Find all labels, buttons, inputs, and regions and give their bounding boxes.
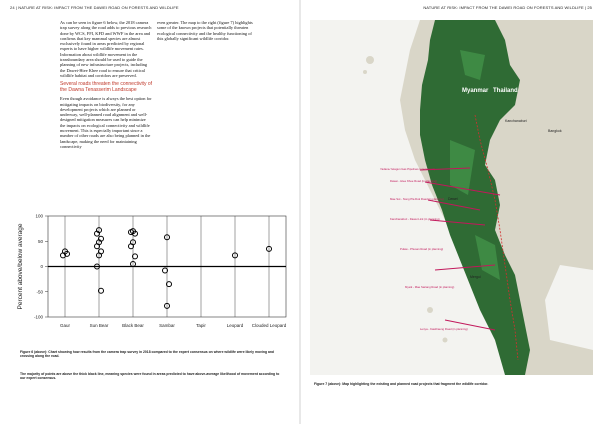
right-page (300, 0, 600, 424)
island (366, 56, 374, 64)
project-label: Myeik - Mae Sariang Road (in planning) (405, 285, 455, 289)
figure-6-note: The majority of points are above the thick black line, meaning species were found in areas predicted to have above-average likelihood of movement according to our expert consensus. (20, 372, 280, 381)
left-column-1 (60, 20, 152, 152)
island (427, 307, 433, 313)
city-label-kanchanaburi: Kanchanaburi (505, 119, 527, 123)
paragraph-1: As can be seen in figure 6 below, the 2018 camera trap survey along the road adds to previous research done by WCS, FFI, KFD and WWF in the area and confirms that key mammal species are almost exclusively found in areas predicted by regional experts to have higher wildlife movement rates. Information about wildlife movement in the transboundary area should be used to guide the planning of new infrastructure projects, including the Dawei-Htee Khee road to ensure that critical wildlife habitat and corridors are preserved. (60, 20, 152, 78)
section-subhead: Several roads threaten the connectivity of the Dawna Tenasserim Landscape (60, 81, 152, 94)
right-page-header: NATURE AT RISK: IMPACT FROM THE DAWEI ROAD ON FORESTS AND WILDLIFE | 25 (423, 5, 592, 10)
city-label-mergui: Mergui (470, 275, 481, 279)
country-label-thailand: Thailand (493, 88, 518, 94)
project-label: Kanchanaburi - Dawei Link (in planning) (390, 217, 440, 221)
paragraph-2: Even though avoidance is always the best option for mitigating impacts on biodiversity, for any development projects which are planned or underway, well-planned road alignment and well-designed mitigation measures can help minimize the impacts on ecological connectivity and wildlife movement. This is especially important since a number of other roads are also being planned in the landscape, making the need for maintaining connectivity (60, 96, 152, 149)
left-column-2 (157, 20, 253, 44)
y-tick-label: 0 (40, 264, 43, 269)
y-axis-label: Percent above/below average (17, 223, 24, 310)
x-category-label: Sambar (159, 323, 175, 328)
corridor-map (310, 20, 593, 375)
x-category-label: Leopard (226, 323, 244, 328)
left-page-header: 24 | NATURE AT RISK: IMPACT FROM THE DAWEI ROAD ON FORESTS AND WILDLIFE (10, 5, 179, 10)
project-label: Dawei - Htee Khee Road (in planning) (390, 179, 438, 183)
y-tick-label: 50 (37, 238, 43, 244)
y-tick-label: -50 (36, 289, 43, 295)
figure-7-caption: Figure 7 (above): Map highlighting the existing and planned road projects that fragment the wildlife corridor. (314, 382, 489, 386)
figure-6-caption: Figure 6 (above): Chart showing how results from the camera trap survey in 2018 compared to the expert consensus on where wildlife were likely moving and crossing along the road. (20, 350, 274, 359)
x-category-label: Tapir (196, 323, 206, 328)
paragraph-3: even greater. The map to the right (figure 7) highlights some of the known projects that potentially threaten ecological connectivity and the healthy functioning of this globally significant wildlife corridor. (157, 20, 253, 41)
y-tick-label: -100 (33, 314, 43, 320)
city-label-bangkok: Bangkok (548, 129, 562, 133)
species-scatter-chart (8, 210, 292, 345)
project-label: Lenya - Kawthaung Road (in planning) (420, 327, 468, 331)
island (363, 70, 367, 74)
x-category-label: Clouded Leopard (251, 323, 287, 328)
x-category-label: Sun Bear (89, 323, 109, 328)
project-label: Yadana-Yetagun Gas Pipelines (operational) (380, 167, 436, 171)
country-label-myanmar: Myanmar (462, 88, 489, 94)
project-label: Pulaw - Phusan Road (in planning) (400, 247, 444, 251)
project-label: Mae Sot - Nong Pla Duk Road (in planning) (390, 197, 444, 201)
x-category-label: Gaur (59, 323, 71, 328)
y-tick-label: 100 (35, 213, 43, 219)
island (443, 338, 448, 343)
x-category-label: Black Bear (122, 323, 144, 328)
city-label-dawei: Dawei (448, 197, 458, 201)
